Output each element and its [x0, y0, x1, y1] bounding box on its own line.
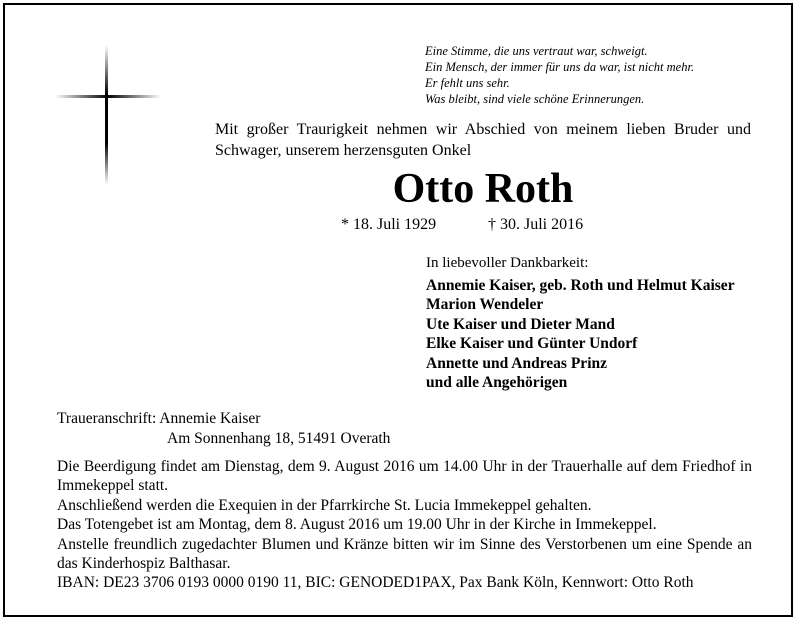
funeral-details — [57, 457, 752, 593]
deceased-name: Otto Roth — [392, 166, 574, 212]
mourner: Ute Kaiser und Dieter Mand — [426, 315, 615, 333]
exequien-paragraph: Anschließend werden die Exequien in der Pfarrkirche St. Lucia Immekeppel gehalten. — [57, 496, 592, 514]
intro-line: Mit großer Traurigkeit nehmen wir Abschied von meinem lieben Bruder und — [215, 121, 751, 138]
donation-paragraph: Anstelle freundlich zugedachter Blumen und Kränze bitten wir im Sinne des Verstorbenen um eine Spende an das Kinderhospiz Balthasar. — [57, 535, 752, 573]
thanks-heading: In liebevoller Dankbarkeit: — [426, 255, 589, 271]
poem-line: Was bleibt, sind viele schöne Erinnerungen. — [425, 92, 645, 106]
cross-icon — [55, 45, 161, 185]
funeral-paragraph: Die Beerdigung findet am Dienstag, dem 9. August 2016 um 14.00 Uhr in der Trauerhalle auf dem Friedhof in Immekeppel statt. — [57, 458, 752, 495]
mourner: Annette und Andreas Prinz — [426, 354, 607, 372]
poem-line: Eine Stimme, die uns vertraut war, schweigt. — [425, 44, 648, 58]
intro-line: Schwager, unserem herzensguten Onkel — [215, 142, 472, 159]
mourner: Elke Kaiser und Günter Undorf — [426, 335, 638, 353]
address-label-line: Traueranschrift: Annemie Kaiser — [57, 410, 261, 427]
mourners-list — [426, 276, 735, 392]
mourner: und alle Angehörigen — [426, 373, 568, 391]
death-date: † 30. Juli 2016 — [488, 216, 584, 233]
mourning-address — [57, 409, 390, 449]
mourner: Marion Wendeler — [426, 296, 544, 314]
mourner: Annemie Kaiser, geb. Roth und Helmut Kaiser — [426, 277, 735, 294]
obituary-frame — [3, 3, 793, 617]
intro-text — [215, 119, 751, 161]
prayer-paragraph: Das Totengebet ist am Montag, dem 8. August 2016 um 19.00 Uhr in der Kirche in Immekeppel. — [57, 516, 657, 534]
bank-details: IBAN: DE23 3706 0193 0000 0190 11, BIC: GENODED1PAX, Pax Bank Köln, Kennwort: Otto Roth — [57, 574, 694, 592]
poem — [425, 43, 694, 107]
address-street-line: Am Sonnenhang 18, 51491 Overath — [167, 430, 391, 447]
poem-line: Er fehlt uns sehr. — [425, 76, 510, 90]
poem-line: Ein Mensch, der immer für uns da war, ist nicht mehr. — [425, 60, 695, 74]
birth-date: * 18. Juli 1929 — [341, 216, 437, 233]
